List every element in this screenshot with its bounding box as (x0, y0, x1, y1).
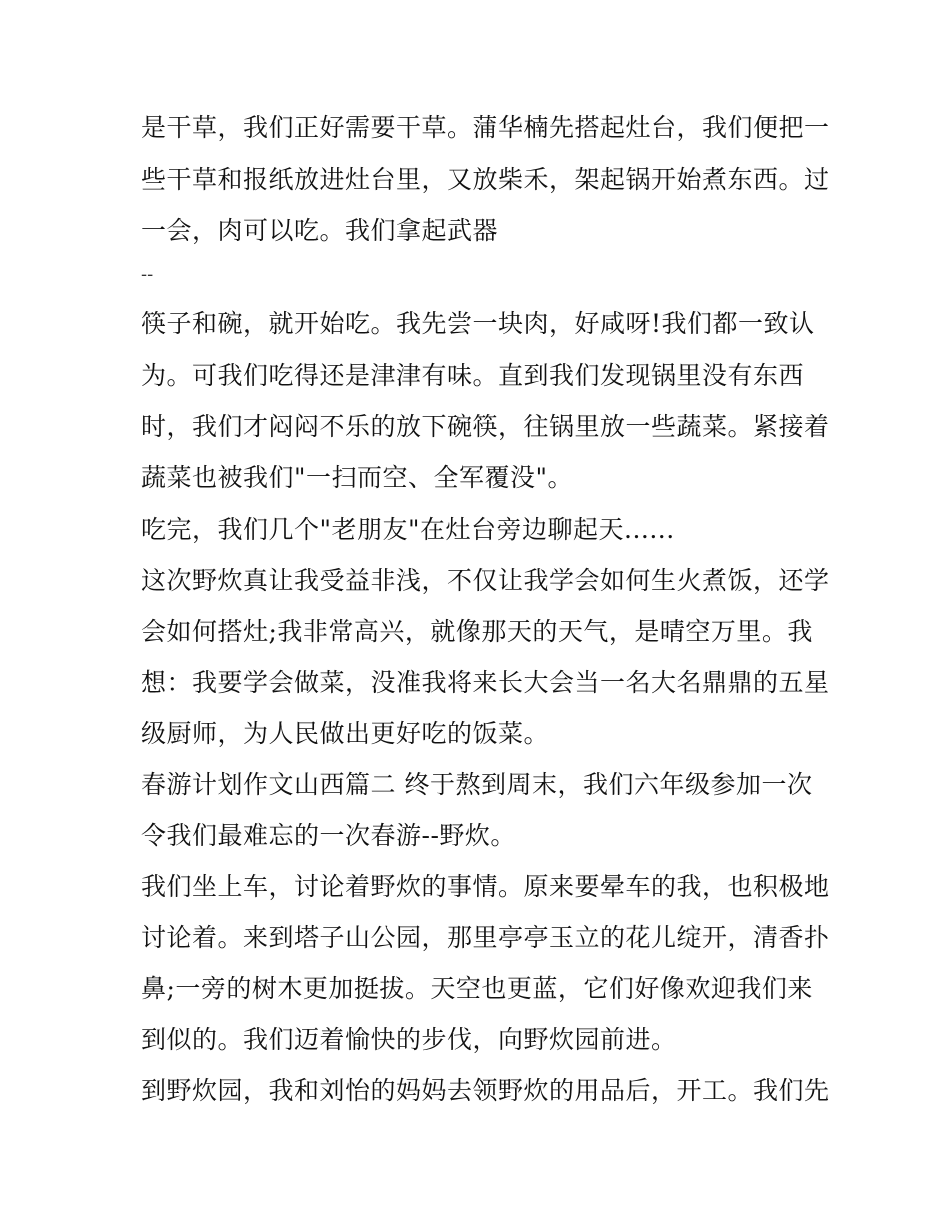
text-line: 吃完，我们几个"老朋友"在灶台旁边聊起天...... (141, 515, 675, 544)
text-line: 为。可我们吃得还是津津有味。直到我们发现锅里没有东西 (141, 361, 805, 390)
text-line: 些干草和报纸放进灶台里，又放柴禾，架起锅开始煮东西。过 (141, 165, 830, 194)
text-line: 到野炊园，我和刘怡的妈妈去领野炊的用品后，开工。我们先 (141, 1076, 830, 1105)
text-line: 这次野炊真让我受益非浅，不仅让我学会如何生火煮饭，还学 (141, 566, 830, 595)
text-line: 我们坐上车，讨论着野炊的事情。原来要晕车的我，也积极地 (141, 872, 830, 901)
text-line: 蔬菜也被我们"一扫而空、全军覆没"。 (141, 463, 573, 492)
text-line: 鼻;一旁的树木更加挺拔。天空也更蓝，它们好像欢迎我们来 (141, 974, 813, 1003)
text-line: 筷子和碗，就开始吃。我先尝一块肉，好咸呀!我们都一致认 (141, 309, 815, 338)
text-line: 一会，肉可以吃。我们拿起武器 (141, 216, 499, 245)
text-line: 令我们最难忘的一次春游--野炊。 (141, 821, 516, 850)
text-line: 时，我们才闷闷不乐的放下碗筷，往锅里放一些蔬菜。紧接着 (141, 412, 830, 441)
text-line: 讨论着。来到塔子山公园，那里亭亭玉立的花儿绽开，清香扑 (141, 923, 830, 952)
text-line: 是干草，我们正好需要干草。蒲华楠先搭起灶台，我们便把一 (141, 113, 830, 142)
page-break-marker: -- (141, 264, 154, 285)
text-line: 想：我要学会做菜，没准我将来长大会当一名大名鼎鼎的五星 (141, 668, 830, 697)
text-line: 会如何搭灶;我非常高兴，就像那天的天气，是晴空万里。我 (141, 617, 813, 646)
text-line: 春游计划作文山西篇二 终于熬到周末，我们六年级参加一次 (141, 770, 813, 799)
text-line: 到似的。我们迈着愉快的步伐，向野炊园前进。 (141, 1025, 677, 1054)
text-line: 级厨师，为人民做出更好吃的饭菜。 (141, 719, 550, 748)
